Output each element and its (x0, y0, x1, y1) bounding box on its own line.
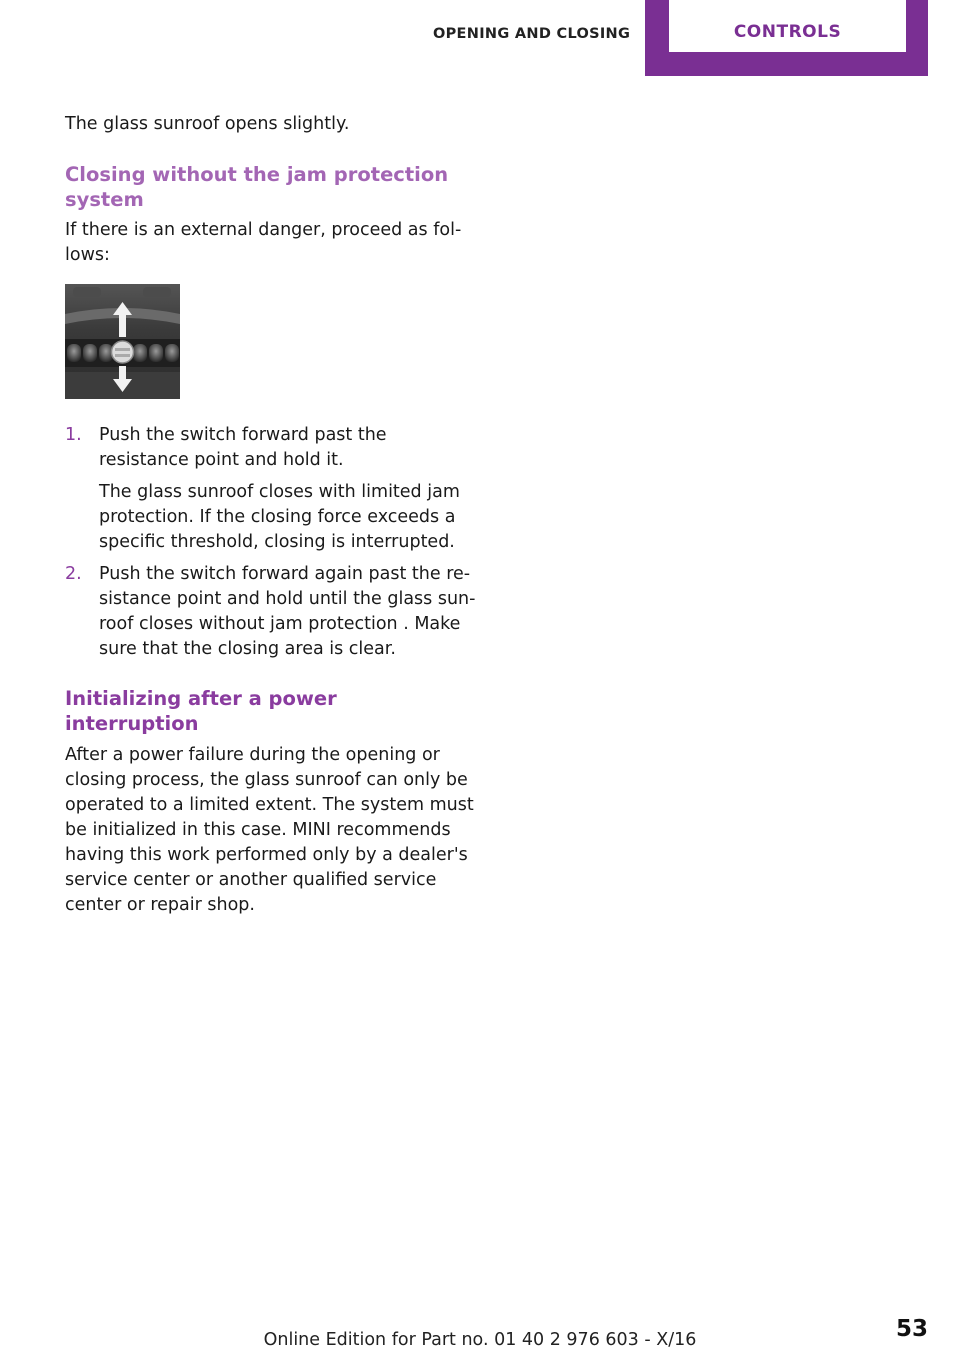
sunroof-switch-illustration (65, 284, 180, 399)
danger-instruction-paragraph: If there is an external danger, proceed as follows: (65, 220, 462, 265)
heading-closing-without-jam-protection: Closing without the jam protection system (65, 163, 449, 211)
page-number: 53 (895, 1316, 928, 1342)
heading-initializing-after-power-interruption: Initializing after a power interruption (65, 687, 337, 735)
step-subtext: The glass sunroof closes with limited jam protection. If the closing force exceeds a specific threshold, closing is interrupted. (99, 482, 460, 552)
chapter-tab-inner (669, 0, 906, 52)
step-number: 2. (65, 564, 82, 584)
step-text: Push the switch forward past the resistance point and hold it. (99, 425, 387, 470)
steps-list (65, 423, 477, 662)
list-item (65, 562, 477, 662)
list-item (65, 423, 477, 555)
chapter-title: CONTROLS (733, 22, 842, 42)
step-number: 1. (65, 425, 82, 445)
initializing-paragraph: After a power failure during the opening or closing process, the glass sunroof can only be operated to a limited extent. The system must be initialized in this case. MINI recommends having this work performed only by a dealer's service center or another qualified service center or repair shop. (65, 745, 474, 915)
main-content (65, 112, 477, 918)
footer-edition-text: Online Edition for Part no. 01 40 2 976 603 - X/16 (263, 1330, 697, 1350)
chapter-tab (645, 0, 928, 76)
step-text: Push the switch forward again past the resistance point and hold until the glass sunroof closes without jam protection . Make sure that the closing area is clear. (99, 564, 476, 659)
running-header-section: OPENING AND CLOSING (433, 26, 631, 42)
footer-edition (0, 1330, 960, 1350)
intro-paragraph: The glass sunroof opens slightly. (65, 114, 350, 134)
